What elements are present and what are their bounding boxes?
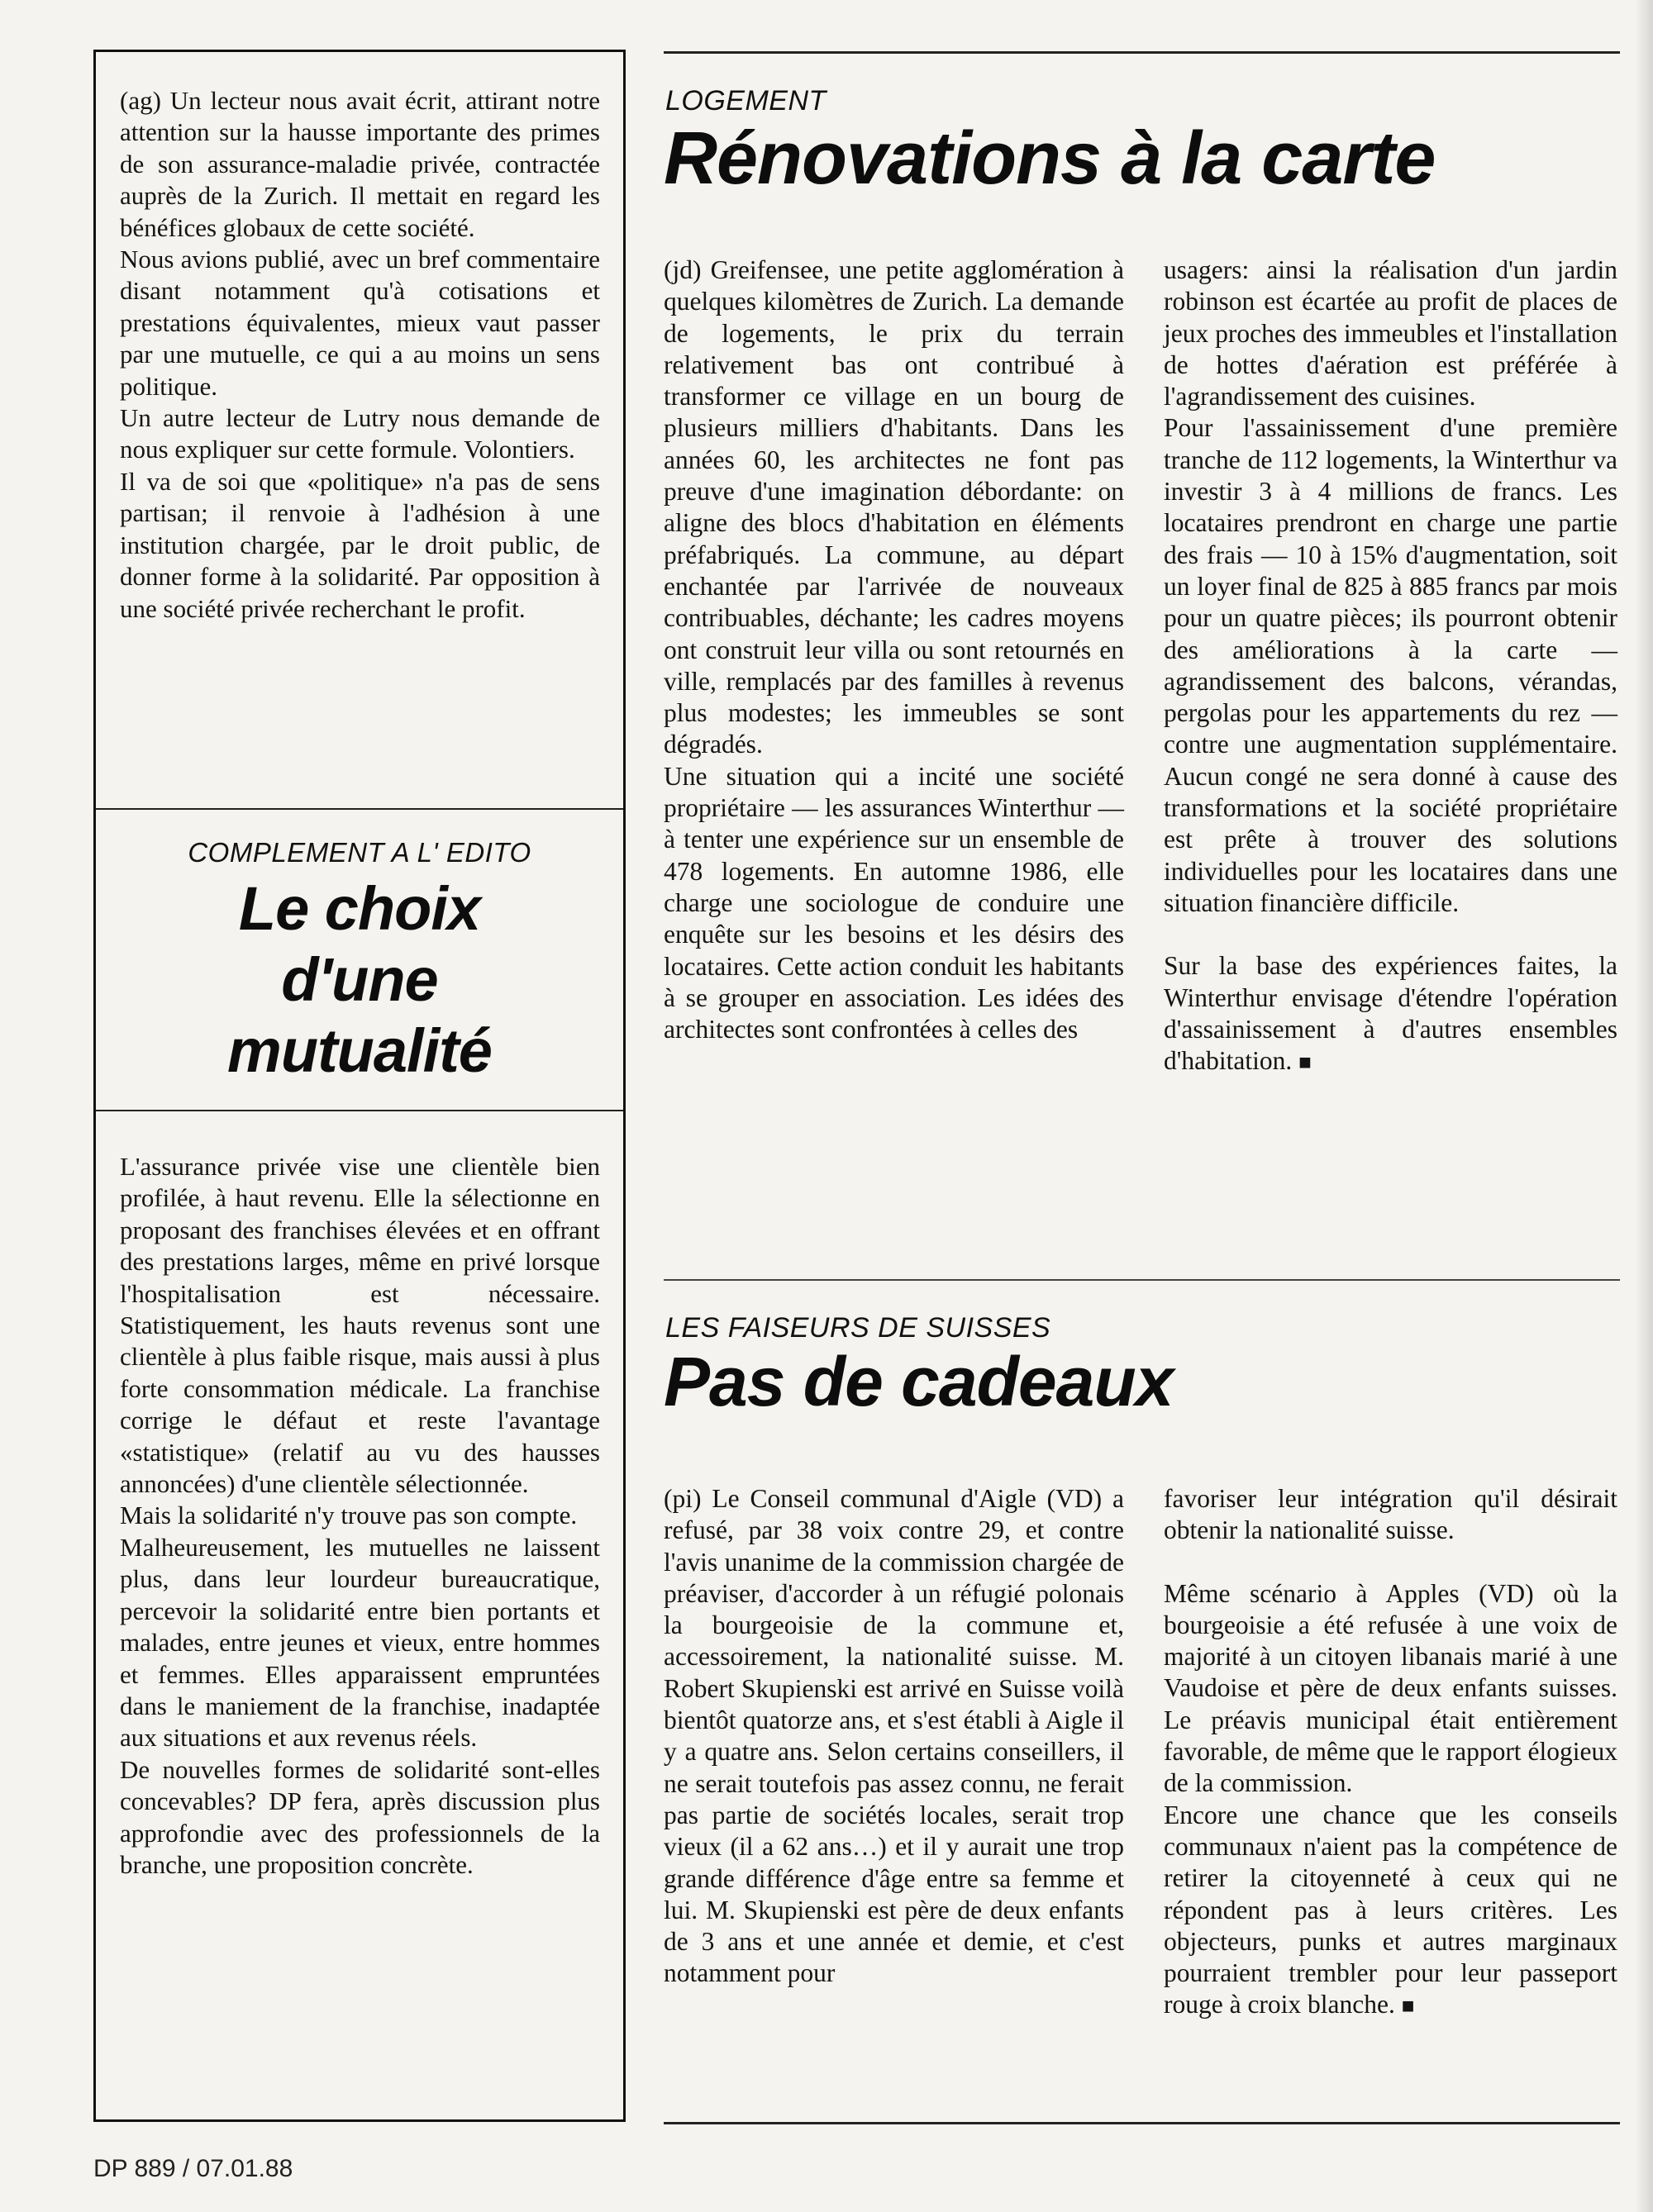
sidebar-title-line: mutualité (227, 1016, 492, 1085)
sidebar-title-line: Le choix (238, 874, 481, 943)
sidebar-intro-paragraph: (ag) Un lecteur nous avait écrit, attirant notre attention sur la hausse importante des primes de son assurance-maladie privée, contractée auprès de la Zurich. Il mettait en regard les bénéfices globaux de cette société. (120, 86, 600, 242)
article2-last-text: Encore une chance que les conseils communaux n'aient pas la compétence de retirer la citoyenneté à ceux qui ne répondent pas à leurs critères. Les objecteurs, punks et autres marginaux pourraient trembler pour leur passeport rouge à croix blanche. (1164, 1800, 1617, 2019)
sidebar-body (96, 1151, 623, 1881)
sidebar-divider-top (96, 808, 623, 810)
article2-top-rule (664, 1279, 1620, 1281)
sidebar-heading (96, 837, 623, 1087)
sidebar-body-paragraph: De nouvelles formes de solidarité sont-elles concevables? DP fera, après discussion plus approfondie avec des professionnels de la branche, une proposition concrète. (120, 1754, 600, 1879)
article1-top-rule (664, 51, 1620, 54)
sidebar-intro-paragraph: Il va de soi que «politique» n'a pas de sens partisan; il renvoie à l'adhésion à une institution chargée, par le droit public, de donner forme à la solidarité. Par opposition à une société privée recherchant le profit. (120, 466, 600, 623)
issue-footer: DP 889 / 07.01.88 (93, 2155, 293, 2182)
sidebar-box (93, 50, 626, 2122)
sidebar-title (96, 873, 623, 1087)
sidebar-body-paragraph: Mais la solidarité n'y trouve pas son compte. (120, 1501, 578, 1530)
article1-column-2 (1164, 254, 1617, 1078)
article2-paragraph (1164, 1800, 1617, 2023)
article2-bottom-rule (664, 2122, 1620, 2124)
scan-edge-shadow (1635, 0, 1653, 2212)
article1-last-text: Sur la base des expériences faites, la Winterthur envisage d'étendre l'opération d'assainissement à d'autres ensembles d'habitation. (1164, 951, 1617, 1076)
sidebar-intro-paragraph: Nous avions publié, avec un bref commentaire disant notamment qu'à cotisations et prestations équivalentes, mieux vaut passer par une mutuelle, ce qui a au moins un sens politique. (120, 245, 600, 401)
article1-paragraph (1164, 950, 1617, 1078)
sidebar-divider-bottom (96, 1110, 623, 1111)
article2-paragraph: favoriser leur intégration qu'il désirait obtenir la nationalité suisse. (1164, 1484, 1617, 1545)
article2-paragraph: Même scénario à Apples (VD) où la bourgeoisie a été refusée à une voix de majorité à un citoyen libanais marié à une Vaudoise et père de deux enfants suisses. Le préavis municipal était entièrement favorable, de même que le rapport élogieux de la commission. (1164, 1578, 1617, 1798)
article2-column-2 (1164, 1483, 1617, 2023)
sidebar-body-paragraph: Malheureusement, les mutuelles ne laissent plus, dans leur lourdeur bureaucratique, percevoir la solidarité entre bien portants et malades, entre jeunes et vieux, entre hommes et femmes. Elles apparaissent empruntées dans le maniement de la franchise, inadaptée aux situations et aux revenus réels. (120, 1532, 600, 1753)
sidebar-kicker: COMPLEMENT A L' EDITO (188, 837, 531, 868)
sidebar-intro (96, 85, 623, 625)
article2-paragraph: (pi) Le Conseil communal d'Aigle (VD) a refusé, par 38 voix contre 29, et contre l'avis unanime de la commission chargée de préaviser, d'accorder à un réfugié polonais la bourgeoisie de la commune et, accessoirement, la nationalité suisse. M. Robert Skupienski est arrivé en Suisse voilà bientôt quatorze ans, et s'est établi à Aigle il y a quatre ans. Selon certains conseillers, il ne serait toutefois pas assez connu, ne ferait pas partie de sociétés locales, serait trop vieux (il a 62 ans…) et il y aurait une trop grande différence d'âge entre sa femme et lui. M. Skupienski est père de deux enfants de 3 ans et une année et demie, et c'est notamment pour (664, 1484, 1124, 1988)
article2-kicker: LES FAISEURS DE SUISSES (665, 1312, 1051, 1344)
end-mark-icon: ■ (1401, 1994, 1415, 2019)
article2-title: Pas de cadeaux (664, 1343, 1174, 1420)
article1-paragraph: usagers: ainsi la réalisation d'un jardin robinson est écartée au profit de places de jeux proches des immeubles et l'installation de hottes d'aération est préférée à l'agrandissement des cuisines. (1164, 255, 1617, 411)
article1-column-1 (664, 254, 1124, 1045)
article1-paragraph: Pour l'assainissement d'une première tranche de 112 logements, la Winterthur va investir 3 à 4 millions de francs. Les locataires prendront en charge une partie des frais — 10 à 15% d'augmentation, soit un loyer final de 825 à 885 francs par mois pour un quatre pièces; ils pourront obtenir des améliorations à la carte — agrandissement des balcons, vérandas, pergolas pour les appartements du rez — contre une augmentation supplémentaire. Aucun congé ne sera donné à cause des transformations et la société propriétaire est prête à trouver des solutions individuelles pour les locataires dans une situation financière difficile. (1164, 413, 1617, 917)
article1-paragraph: Une situation qui a incité une société propriétaire — les assurances Winterthur — à tenter une expérience sur un ensemble de 478 logements. En automne 1986, elle charge une sociologue de conduire une enquête sur les besoins et les désirs des locataires. Cette action conduit les habitants à se grouper en association. Les idées des architectes sont confrontées à celles des (664, 761, 1124, 1044)
sidebar-body-paragraph: L'assurance privée vise une clientèle bien profilée, à haut revenu. Elle la sélectionne en proposant des franchises élevées et en offrant des prestations larges, même en privé lorsque l'hospitalisation est nécessaire. Statistiquement, les hauts revenus sont une clientèle à plus faible risque, mais aussi à plus forte consommation médicale. La franchise corrige le défaut et reste l'avantage «statistique» (relatif au vu des hausses annoncées) d'une clientèle sélectionnée. (120, 1152, 600, 1499)
article1-kicker: LOGEMENT (665, 85, 826, 117)
sidebar-intro-paragraph: Un autre lecteur de Lutry nous demande de nous expliquer sur cette formule. Volontiers. (120, 403, 600, 464)
end-mark-icon: ■ (1298, 1050, 1312, 1075)
article2-column-1 (664, 1483, 1124, 1990)
article1-title: Rénovations à la carte (664, 117, 1436, 200)
sidebar-title-line: d'une (281, 945, 438, 1014)
article1-paragraph: (jd) Greifensee, une petite agglomération à quelques kilomètres de Zurich. La demande de logements, le prix du terrain relativement bas ont contribué à transformer ce village en un bourg de plusieurs milliers d'habitants. Dans les années 60, les architectes ne font pas preuve d'une imagination débordante: on aligne des blocs d'habitation en éléments préfabriqués. La commune, au départ enchantée par l'arrivée de nouveaux contribuables, déchante; les cadres moyens ont construit leur villa ou sont retournés en ville, remplacés par des familles à revenus plus modestes; les immeubles se sont dégradés. (664, 255, 1124, 759)
